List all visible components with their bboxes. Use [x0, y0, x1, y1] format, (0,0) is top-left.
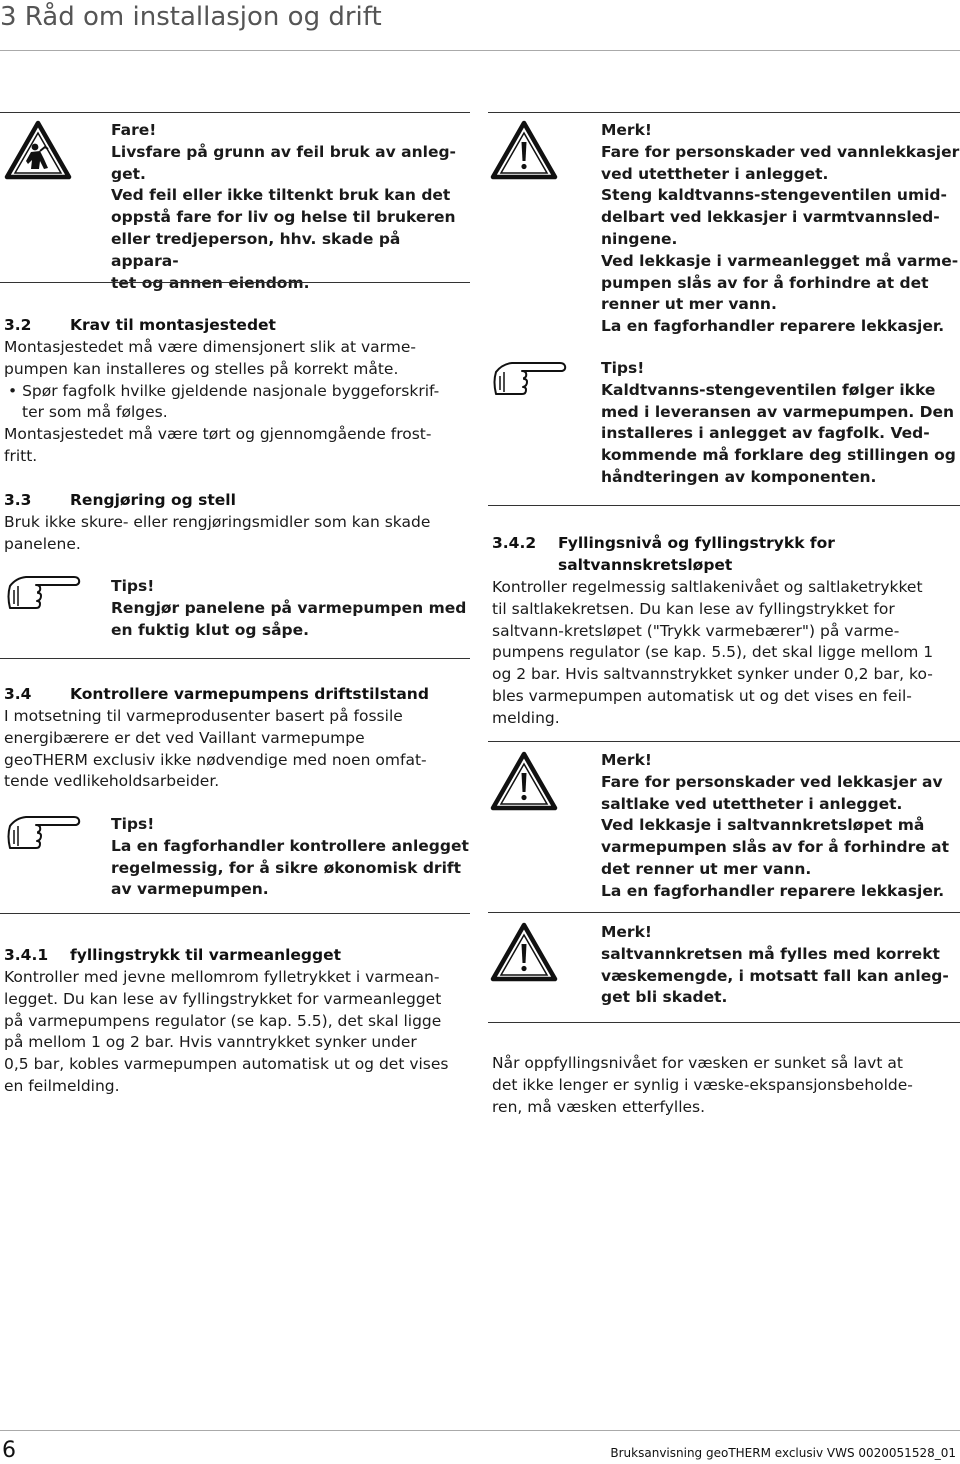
note-rule-top	[488, 741, 960, 742]
tip-line: en fuktig klut og såpe.	[111, 620, 310, 639]
warning-line: get bli skadet.	[601, 988, 728, 1007]
danger-note-line: get.	[111, 164, 146, 183]
section-number: 3.2	[4, 316, 32, 334]
body-line: saltvann-kretsløpet ("Trykk varmebærer") på varme-	[492, 621, 900, 640]
tip-line: installeres i anlegget av fagfolk. Ved-	[601, 424, 930, 443]
danger-note-line: tet og annen eiendom.	[111, 273, 310, 292]
warning-line: saltvannkretsen må fylles med korrekt	[601, 944, 940, 963]
section-title-continued: saltvannskretsløpet	[558, 555, 733, 574]
warning-title: Merk!	[601, 923, 652, 941]
body-line: det ikke lenger er synlig i væske-ekspansjonsbeholde-	[492, 1075, 913, 1094]
body-line: Kontroller regelmessig saltlakenivået og saltlaketrykket	[492, 578, 923, 596]
warning-exclamation-icon	[490, 922, 558, 982]
section-number: 3.4.1	[4, 946, 49, 964]
section-number: 3.4	[4, 685, 32, 703]
section-body-3-4-1	[4, 967, 474, 1098]
tip-right	[601, 358, 960, 489]
body-line: en feilmelding.	[4, 1076, 120, 1095]
body-line: Kontroller med jevne mellomrom fylletrykket i varmean-	[4, 968, 440, 986]
danger-note-line: Ved feil eller ikke tiltenkt bruk kan det	[111, 186, 451, 205]
warning-line: delbart ved lekkasjer i varmtvannsled-	[601, 208, 940, 227]
body-line: energibærere er det ved Vaillant varmepumpe	[4, 728, 365, 747]
section-number: 3.4.2	[492, 534, 537, 552]
warning-line: Steng kaldtvanns-stengeventilen umid-	[601, 186, 947, 205]
tip-3-3	[111, 576, 471, 641]
warning-line: saltlake ved utettheter i anlegget.	[601, 794, 903, 813]
body-line: Bruk ikke skure- eller rengjøringsmidler som kan skade	[4, 513, 431, 531]
warning-line: La en fagforhandler reparere lekkasjer.	[601, 317, 945, 336]
tip-rule-bottom	[0, 658, 470, 659]
page-number: 6	[2, 1438, 16, 1463]
body-line: til saltlakekretsen. Du kan lese av fyllingstrykket for	[492, 599, 895, 618]
body-line: tende vedlikeholdsarbeider.	[4, 772, 220, 791]
body-line: geoTHERM exclusiv ikke nødvendige med noen omfat-	[4, 750, 427, 769]
tip-line: med i leveransen av varmepumpen. Den	[601, 402, 955, 421]
warning-line: ved utettheter i anlegget.	[601, 164, 829, 183]
warning-note-1	[601, 120, 960, 338]
tip-line: håndteringen av komponenten.	[601, 467, 877, 486]
body-line: I motsetning til varmeprodusenter basert på fossile	[4, 707, 403, 725]
section-heading-3-4-1	[4, 945, 341, 967]
pointing-hand-icon	[4, 574, 84, 614]
body-line: pumpens regulator (se kap. 5.5), det skal ligge mellom 1	[492, 643, 934, 662]
danger-note-title: Fare!	[111, 121, 157, 139]
tip-rule-bottom	[488, 505, 960, 506]
section-title: Fyllingsnivå og fyllingstrykk for	[558, 534, 835, 552]
section-heading-3-4	[4, 684, 429, 706]
section-title: Kontrollere varmepumpens driftstilstand	[70, 685, 429, 703]
section-body-3-4	[4, 706, 474, 793]
section-body-3-2	[4, 337, 474, 468]
section-title: Rengjøring og stell	[70, 491, 236, 509]
warning-line: pumpen slås av for å forhindre at det	[601, 273, 929, 292]
page-title: 3 Råd om installasjon og drift	[0, 2, 382, 32]
warning-note-2	[601, 750, 960, 903]
header-divider	[0, 50, 960, 51]
note-rule-top	[488, 112, 960, 113]
warning-line: væskemengde, i motsatt fall kan anleg-	[601, 966, 949, 985]
tip-line: Rengjør panelene på varmepumpen med	[111, 598, 467, 617]
note-rule-bottom	[488, 1022, 960, 1023]
tip-title: Tips!	[111, 815, 155, 833]
warning-line: renner ut mer vann.	[601, 295, 777, 314]
warning-title: Merk!	[601, 121, 652, 139]
tip-title: Tips!	[111, 577, 155, 595]
tip-line: kommende må forklare deg stillingen og	[601, 446, 956, 465]
note-rule-bottom	[488, 912, 960, 913]
body-line: bles varmepumpen automatisk ut og det vises en feil-	[492, 686, 912, 705]
warning-line: La en fagforhandler reparere lekkasjer.	[601, 881, 945, 900]
body-line: Når oppfyllingsnivået for væsken er sunket så lavt at	[492, 1054, 903, 1072]
section-body-3-4-2	[492, 577, 960, 730]
warning-title: Merk!	[601, 751, 652, 769]
body-line: pumpen kan installeres og stelles på korrekt måte.	[4, 359, 399, 378]
section-number: 3.3	[4, 491, 32, 509]
tip-line: av varmepumpen.	[111, 880, 269, 899]
warning-line: Ved lekkasje i varmeanlegget må varme-	[601, 251, 959, 270]
warning-exclamation-icon	[490, 751, 558, 811]
body-line: panelene.	[4, 534, 81, 553]
body-line: legget. Du kan lese av fyllingstrykket for varmeanlegget	[4, 989, 442, 1008]
warning-line: varmepumpen slås av for å forhindre at	[601, 838, 949, 857]
pointing-hand-icon	[4, 814, 84, 854]
warning-line: ningene.	[601, 229, 678, 248]
footer-doc-title: Bruksanvisning geoTHERM exclusiv VWS 0020051528_01	[610, 1446, 956, 1460]
section-body-3-3	[4, 512, 474, 556]
body-line: ren, må væsken etterfylles.	[492, 1097, 706, 1116]
bullet-line: ter som må følges.	[22, 403, 168, 422]
pointing-hand-icon	[490, 360, 570, 400]
warning-note-3	[601, 922, 960, 1009]
section-title: Krav til montasjestedet	[70, 316, 276, 334]
section-heading-3-2	[4, 315, 276, 337]
danger-note-line: eller tredjeperson, hhv. skade på appara-	[111, 229, 401, 270]
warning-line: Fare for personskader ved lekkasjer av	[601, 772, 943, 791]
body-line: Montasjestedet må være dimensjonert slik at varme-	[4, 338, 416, 356]
body-line: på varmepumpens regulator (se kap. 5.5), det skal ligge	[4, 1011, 442, 1030]
body-line: 0,5 bar, kobles varmepumpen automatisk ut og det vises	[4, 1055, 449, 1074]
body-line: og 2 bar. Hvis saltvannstrykket synker under 0,2 bar, ko-	[492, 665, 933, 684]
warning-exclamation-icon	[490, 120, 558, 180]
tip-line: regelmessig, for å sikre økonomisk drift	[111, 858, 462, 877]
body-line: melding.	[492, 708, 560, 727]
warning-line: det renner ut mer vann.	[601, 859, 812, 878]
footer-divider	[0, 1430, 960, 1431]
body-line: på mellom 1 og 2 bar. Hvis vanntrykket synker under	[4, 1033, 417, 1052]
closing-paragraph	[492, 1053, 960, 1118]
section-title: fyllingstrykk til varmeanlegget	[70, 946, 342, 964]
danger-note-line: Livsfare på grunn av feil bruk av anleg-	[111, 142, 456, 161]
note-rule-bottom	[0, 282, 470, 283]
danger-person-icon	[4, 120, 72, 180]
tip-rule-bottom	[0, 913, 470, 914]
tip-title: Tips!	[601, 359, 645, 377]
warning-line: Ved lekkasje i saltvannkretsløpet må	[601, 816, 925, 835]
body-line: fritt.	[4, 446, 38, 465]
danger-note	[111, 120, 471, 294]
tip-line: Kaldtvanns-stengeventilen følger ikke	[601, 380, 936, 399]
bullet-line: • Spør fagfolk hvilke gjeldende nasjonale byggeforskrif-	[8, 381, 440, 400]
tip-line: La en fagforhandler kontrollere anlegget	[111, 836, 469, 855]
warning-line: Fare for personskader ved vannlekkasjer	[601, 142, 960, 161]
danger-note-line: oppstå fare for liv og helse til brukeren	[111, 208, 456, 227]
section-heading-3-4-2	[492, 533, 835, 577]
body-line: Montasjestedet må være tørt og gjennomgående frost-	[4, 425, 432, 444]
tip-3-4	[111, 814, 471, 901]
note-rule-top	[0, 112, 470, 113]
section-heading-3-3	[4, 490, 236, 512]
